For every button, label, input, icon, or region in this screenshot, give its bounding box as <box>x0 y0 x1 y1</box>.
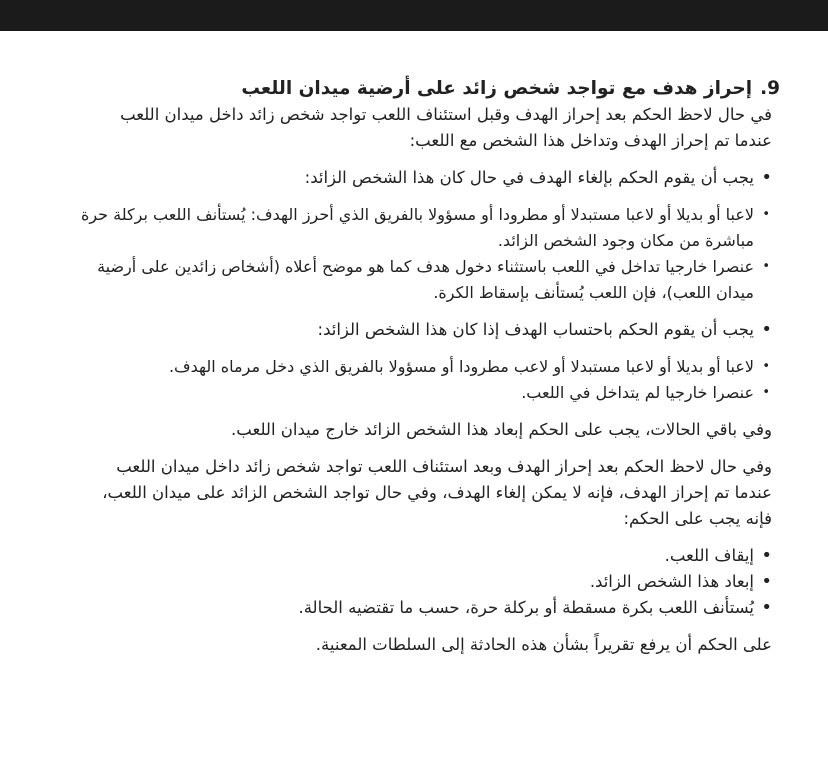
top-bar <box>0 0 828 31</box>
list-item: • لاعبا أو بديلا أو لاعبا مستبدلا أو مطرودا أو مسؤولا بالفريق الذي أحرز الهدف: يُستأنف اللعب بركلة حرة مباشرة من مكان وجود الشخص الزائد. <box>78 202 772 254</box>
intro-paragraph-1: في حال لاحظ الحكم بعد إحراز الهدف وقبل استئناف اللعب تواجد شخص زائد داخل ميدان اللعب عندما تم إحراز الهدف وتداخل هذا الشخص مع اللعب: <box>120 105 772 150</box>
section-title: إحراز هدف مع تواجد شخص زائد على أرضية ميدان اللعب <box>241 78 753 99</box>
list-item: • إبعاد هذا الشخص الزائد. <box>78 569 772 595</box>
allow-bullet-list <box>78 317 772 343</box>
list-item: • لاعبا أو بديلا أو لاعبا مستبدلا أو لاعب مطرودا أو مسؤولا بالفريق الذي دخل مرماه الهدف. <box>78 354 772 380</box>
disallow-sub-list <box>78 202 772 306</box>
document-content <box>78 76 780 658</box>
referee-actions-list <box>78 543 772 621</box>
section-heading <box>78 76 780 102</box>
closing-paragraph: على الحكم أن يرفع تقريراً بشأن هذه الحادثة إلى السلطات المعنية. <box>315 635 772 654</box>
disallow-bullet: • يجب أن يقوم الحكم بإلغاء الهدف في حال كان هذا الشخص الزائد: <box>78 165 772 191</box>
section-number: 9. <box>760 78 780 99</box>
other-cases-paragraph: وفي باقي الحالات، يجب على الحكم إبعاد هذا الشخص الزائد خارج ميدان اللعب. <box>231 420 772 439</box>
list-item: • عنصرا خارجيا تداخل في اللعب باستثناء دخول هدف كما هو موضح أعلاه (أشخاص زائدين على أرضية ميدان اللعب)، فإن اللعب يُستأنف بإسقاط الكرة. <box>78 254 772 306</box>
allow-bullet: • يجب أن يقوم الحكم باحتساب الهدف إذا كان هذا الشخص الزائد: <box>78 317 772 343</box>
list-item: • إيقاف اللعب. <box>78 543 772 569</box>
disallow-bullet-list <box>78 165 772 191</box>
allow-sub-list <box>78 354 772 406</box>
list-item: • يُستأنف اللعب بكرة مسقطة أو بركلة حرة، حسب ما تقتضيه الحالة. <box>78 595 772 621</box>
intro-paragraph-2: وفي حال لاحظ الحكم بعد إحراز الهدف وبعد استئناف اللعب تواجد شخص زائد داخل ميدان اللعب عندما تم إحراز الهدف، فإنه لا يمكن إلغاء الهدف، وفي حال تواجد الشخص الزائد على ميدان اللعب، فإنه يجب على الحكم: <box>102 457 772 528</box>
list-item: • عنصرا خارجيا لم يتداخل في اللعب. <box>78 380 772 406</box>
